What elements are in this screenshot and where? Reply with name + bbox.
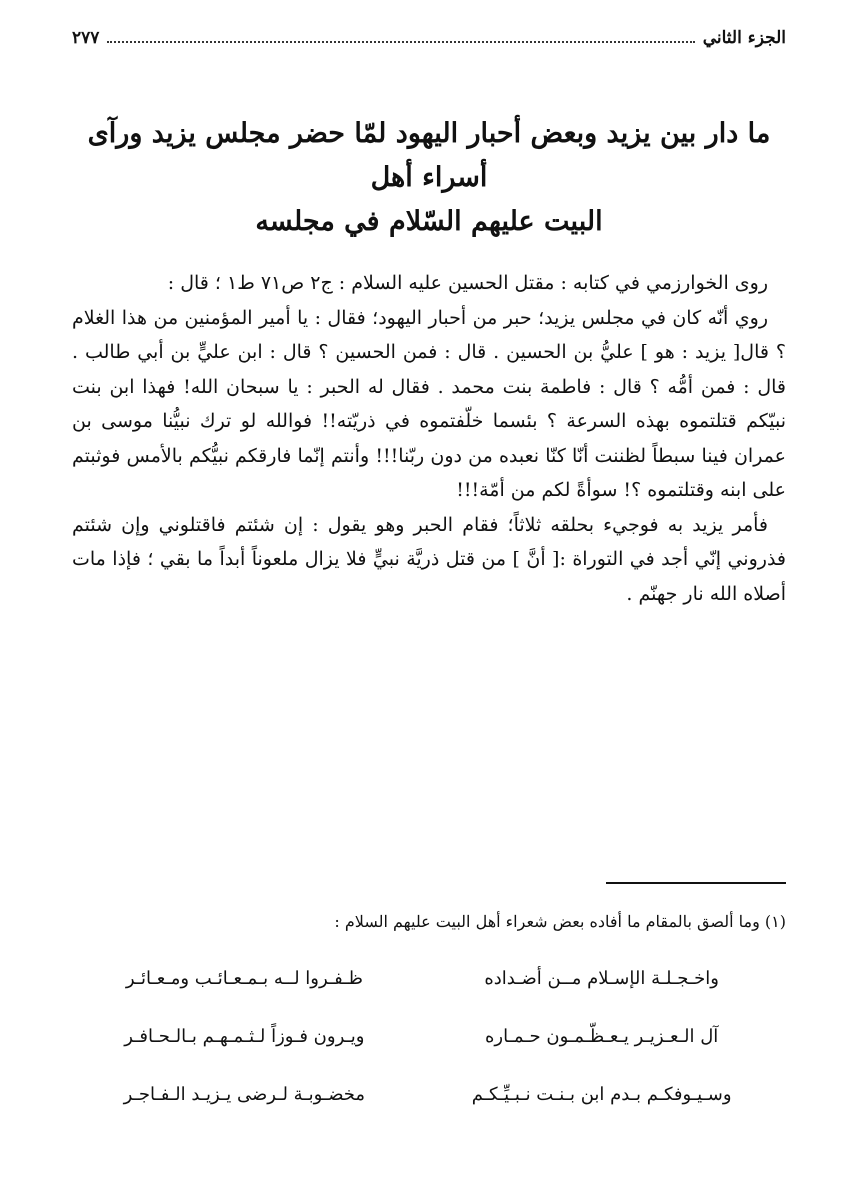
chapter-title-line-1: ما دار بين يزيد وبعض أحبار اليهود لمّا حضر مجلس يزيد ورآى أسراء أهل xyxy=(87,118,771,193)
poem-verses xyxy=(104,968,742,1142)
verse-1 xyxy=(104,968,742,1026)
verse-3-first-hemistich: وسـيـوفكـم بـدم ابن بـنـت نـبـيِّـكـم xyxy=(471,1084,732,1105)
paragraph-source: روى الخوارزمي في كتابه : مقتل الحسين عليه السلام : ج٢ ص٧١ ط١ ؛ قال : xyxy=(167,272,768,294)
dotted-leader xyxy=(107,41,694,43)
chapter-title-line-2: البيت عليهم السّلام في مجلسه xyxy=(255,206,603,237)
paragraph-conclusion: فأمر يزيد به فوجيء بحلقه ثلاثاً؛ فقام الحبر وهو يقول : إن شئتم فاقتلوني وإن شئتم فذروني إنّي أجد في التوراة :[ أنَّ ] من قتل ذريَّة نبيٍّ فلا يزال ملعوناً أبداً ما بقي ؛ فإذا مات أصلاه الله نار جهنّم . xyxy=(72,513,786,605)
running-header xyxy=(72,28,786,64)
footnote-text: (١) وما ألصق بالمقام ما أفاده بعض شعراء أهل البيت عليهم السلام : xyxy=(334,912,786,931)
verse-2 xyxy=(104,1026,742,1084)
verse-3-second-hemistich: مخضـوبـة لـرضى يـزيـد الـفـاجـر xyxy=(123,1084,366,1105)
paragraph-narration: روي أنّه كان في مجلس يزيد؛ حبر من أحبار اليهود؛ فقال : يا أمير المؤمنين من هذا الغلام ؟ قال[ يزيد : هو ] عليُّ بن الحسين . قال : فمن الحسين ؟ قال : ابن عليٍّ بن أبي طالب . قال : فمن أمُّه ؟ قال : فاطمة بنت محمد . فقال له الحبر : يا سبحان الله! فهذا ابن بنت نبيّكم قتلتموه بهذه السرعة ؟ بئسما خلّفتموه في ذريّته!! فوالله لو ترك نبيُّنا موسى بن عمران فينا سبطاً لظننت أنّا كنّا نعبده من دون ربّنا!!! وأنتم إنّما فارقكم نبيُّكم بالأمس فوثبتم على ابنه وقتلتموه ؟! سوأةً لكم من أمّة!!! xyxy=(72,306,786,501)
verse-2-first-hemistich: آل الـعـزيـر يـعـظّـمـون حـمـاره xyxy=(485,1026,719,1047)
page-number: ٢٧٧ xyxy=(72,28,100,48)
footnote-separator xyxy=(606,882,786,884)
verse-1-first-hemistich: واخـجـلـة الإسـلام مــن أضـداده xyxy=(484,968,719,989)
chapter-title xyxy=(72,112,786,244)
running-header-title: الجزء الثاني xyxy=(702,28,786,48)
verse-3 xyxy=(104,1084,742,1142)
verse-2-second-hemistich: ويـرون فـوزاً لـثـمـهـم بـالـحـافـر xyxy=(124,1026,365,1047)
body-text xyxy=(72,266,786,611)
verse-1-second-hemistich: ظـفـروا لــه بـمـعـائـب ومـعـائـر xyxy=(125,968,363,989)
